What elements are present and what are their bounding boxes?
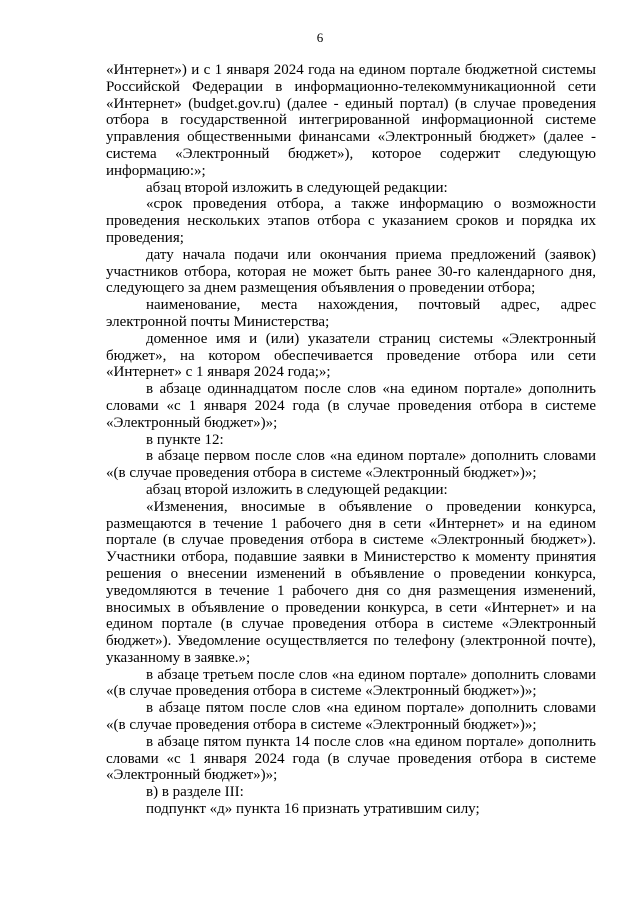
paragraph: «Изменения, вносимые в объявление о проведении конкурса, размещаются в течение 1 рабочего дня в сети «Интернет» и на едином портале (в случае проведения отбора в системе «Электронный бюджет»). Участники отбора, подавшие заявки в Министерство к моменту принятия решения о внесении изменений в объявление о проведении конкурса, уведомляются в течение 1 рабочего дня со дня размещения изменений, вносимых в объявление о проведении конкурса, в сети «Интернет» и на едином портале (в случае проведения отбора в системе «Электронный бюджет»). Уведомление осуществляется по телефону (электронной почте), указанному в заявке.»; — [106, 498, 596, 666]
paragraph: в абзаце пятом пункта 14 после слов «на едином портале» дополнить словами «с 1 января 2024 года (в случае проведения отбора в системе «Электронный бюджет»)»; — [106, 733, 596, 784]
paragraph: абзац второй изложить в следующей редакции: — [146, 179, 448, 196]
paragraph: в) в разделе III: — [146, 784, 244, 801]
paragraph: доменное имя и (или) указатели страниц системы «Электронный бюджет», на котором обеспечивается проведение отбора или сети «Интернет» с 1 января 2024 года;»; — [106, 330, 596, 381]
paragraph: «срок проведения отбора, а также информацию о возможности проведения нескольких этапов отбора с указанием сроков и порядка их проведения; — [106, 196, 596, 246]
paragraph: в пункте 12: — [146, 431, 224, 448]
paragraph: абзац второй изложить в следующей редакции: — [146, 481, 448, 498]
document-body — [106, 62, 596, 818]
page-number: 6 — [316, 30, 324, 45]
paragraph: «Интернет») и с 1 января 2024 года на едином портале бюджетной системы Российской Федерации в информационно-телекоммуникационной сети «Интернет» (budget.gov.ru) (далее - единый портал) (в случае проведения отбора в государственной интегрированной информационной системе управления общественными финансами «Электронный бюджет» (далее - система «Электронный бюджет»), которое содержит следующую информацию:»; — [106, 62, 596, 179]
paragraph: в абзаце пятом после слов «на едином портале» дополнить словами «(в случае проведения отбора в системе «Электронный бюджет»)»; — [106, 700, 596, 734]
paragraph: подпункт «д» пункта 16 признать утратившим силу; — [146, 801, 480, 818]
paragraph: наименование, места нахождения, почтовый адрес, адрес электронной почты Министерства; — [106, 297, 596, 330]
paragraph: в абзаце третьем после слов «на едином портале» дополнить словами «(в случае проведения отбора в системе «Электронный бюджет»)»; — [106, 666, 596, 700]
paragraph: в абзаце одиннадцатом после слов «на едином портале» дополнить словами «с 1 января 2024 года (в случае проведения отбора в системе «Электронный бюджет»)»; — [106, 381, 596, 431]
paragraph: дату начала подачи или окончания приема предложений (заявок) участников отбора, которая не может быть ранее 30-го календарного дня, следующего за днем размещения объявления о проведении отбора; — [106, 246, 596, 297]
paragraph: в абзаце первом после слов «на едином портале» дополнить словами «(в случае проведения отбора в системе «Электронный бюджет»)»; — [106, 448, 596, 482]
